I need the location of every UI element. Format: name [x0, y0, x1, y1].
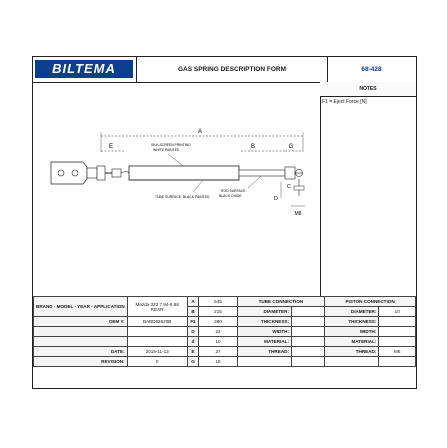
table-row — [34, 317, 416, 327]
tube-field-value — [291, 317, 324, 327]
silkscreen-note-1: SILK-SCREEN PRINTING — [151, 143, 191, 147]
dim-value: 22 — [199, 327, 237, 337]
dim-key: E — [187, 347, 199, 357]
tube-field-label: THREAD: — [237, 347, 291, 357]
revision-label: REVISION: — [34, 357, 128, 367]
piston-field-value — [379, 337, 416, 347]
dim-value: 27 — [199, 347, 237, 357]
technical-drawing — [33, 82, 321, 297]
table-row — [34, 327, 416, 337]
silkscreen-leader — [168, 154, 183, 166]
dim-value: 380 — [199, 317, 237, 327]
stud-collar — [294, 186, 304, 190]
dim-value: 545 — [199, 297, 237, 307]
dim-m-label: M8 — [294, 211, 302, 217]
dim-c-label: C — [287, 184, 291, 190]
form-header — [33, 57, 416, 83]
piston-field-value: 10 — [379, 307, 416, 317]
cylinder-tube — [129, 166, 239, 180]
ball-joint-left — [87, 168, 97, 178]
notes-panel — [320, 82, 416, 297]
silkscreen-note-2: WHITE PAINTED — [153, 148, 180, 152]
tube-field-value — [291, 347, 324, 357]
piston-field-label: WIDTH: — [325, 327, 379, 337]
piston-connection-title: PISTON CONNECTION — [325, 297, 416, 307]
dim-a-label: A — [197, 129, 203, 135]
article-code: 68-428 — [361, 66, 382, 73]
dim-key: G — [187, 357, 199, 367]
table-row — [34, 347, 416, 357]
dim-key: B — [187, 307, 199, 317]
rod-note-leader — [248, 176, 261, 188]
tube-connection-title: TUBE CONNECTION — [237, 297, 325, 307]
dim-key: d — [187, 337, 199, 347]
piston-field-label: THREAD: — [325, 347, 379, 357]
notes-text: F1 = Eject Force [N] — [322, 99, 367, 105]
oem-label: OEM #: — [34, 317, 128, 327]
tube-field-value — [291, 327, 324, 337]
tube-field-label: MATERIAL: — [237, 337, 291, 347]
mount-hole-1 — [58, 170, 64, 176]
mount-hole-2 — [72, 170, 78, 176]
dim-g-label: G — [288, 144, 294, 150]
tube-field-value — [291, 307, 324, 317]
piston-rod — [239, 170, 285, 176]
date-label: DATE: — [34, 347, 128, 357]
dim-key: F1 — [187, 317, 199, 327]
piston-field-label: THICKNESS: — [325, 317, 379, 327]
description-form — [32, 56, 417, 389]
rod-surface-note-1: ROD SURFACE: — [221, 189, 247, 193]
date-value: 2019-11-13 — [127, 347, 187, 357]
dim-value: 215 — [199, 307, 237, 317]
dim-e-label: E — [108, 144, 114, 150]
tube-neck — [121, 172, 129, 174]
notes-title: NOTES — [320, 82, 416, 97]
form-title: GAS SPRING DESCRIPTION FORM — [136, 57, 328, 82]
dim-key: A — [187, 297, 199, 307]
table-row — [34, 357, 416, 367]
rod-surface-note-2: BLACK OXIDE — [219, 194, 242, 198]
piston-field-value — [379, 317, 416, 327]
piston-field-label: DIAMETER: — [325, 307, 379, 317]
end-bracket-left — [51, 162, 87, 184]
dim-d-label: D — [274, 196, 278, 202]
tube-surface-note: TUBE SURFACE: BLACK PAINTED — [155, 195, 210, 199]
revision-value: 0 — [127, 357, 187, 367]
spec-table — [33, 296, 416, 367]
oem-value: BABD62620B — [127, 317, 187, 327]
dim-value: 10 — [199, 337, 237, 347]
brand-label: BRAND - MODEL - YEAR - APPLICATION — [34, 297, 128, 317]
end-fitting-right — [285, 167, 295, 179]
piston-field-label: MATERIAL: — [325, 337, 379, 347]
tube-field-label: DIAMETER: — [237, 307, 291, 317]
piston-field-value — [379, 327, 416, 337]
piston-field-value: M6 — [379, 347, 416, 357]
table-row — [34, 337, 416, 347]
tube-note-leader — [193, 180, 203, 192]
dim-value: 18 — [199, 357, 237, 367]
brand-value: Mazda 323 7.94-9.98 REAR — [127, 297, 187, 317]
dim-key: D — [187, 327, 199, 337]
end-cap-left — [112, 169, 121, 177]
tube-field-value — [291, 337, 324, 347]
tube-field-label: THICKNESS: — [237, 317, 291, 327]
end-fitting-left — [97, 166, 105, 180]
dim-b-label: B — [250, 144, 256, 150]
biltema-logo: BILTEMA — [35, 60, 133, 78]
table-row — [34, 297, 416, 307]
tube-field-label: WIDTH: — [237, 327, 291, 337]
gas-spring-drawing — [33, 82, 320, 296]
